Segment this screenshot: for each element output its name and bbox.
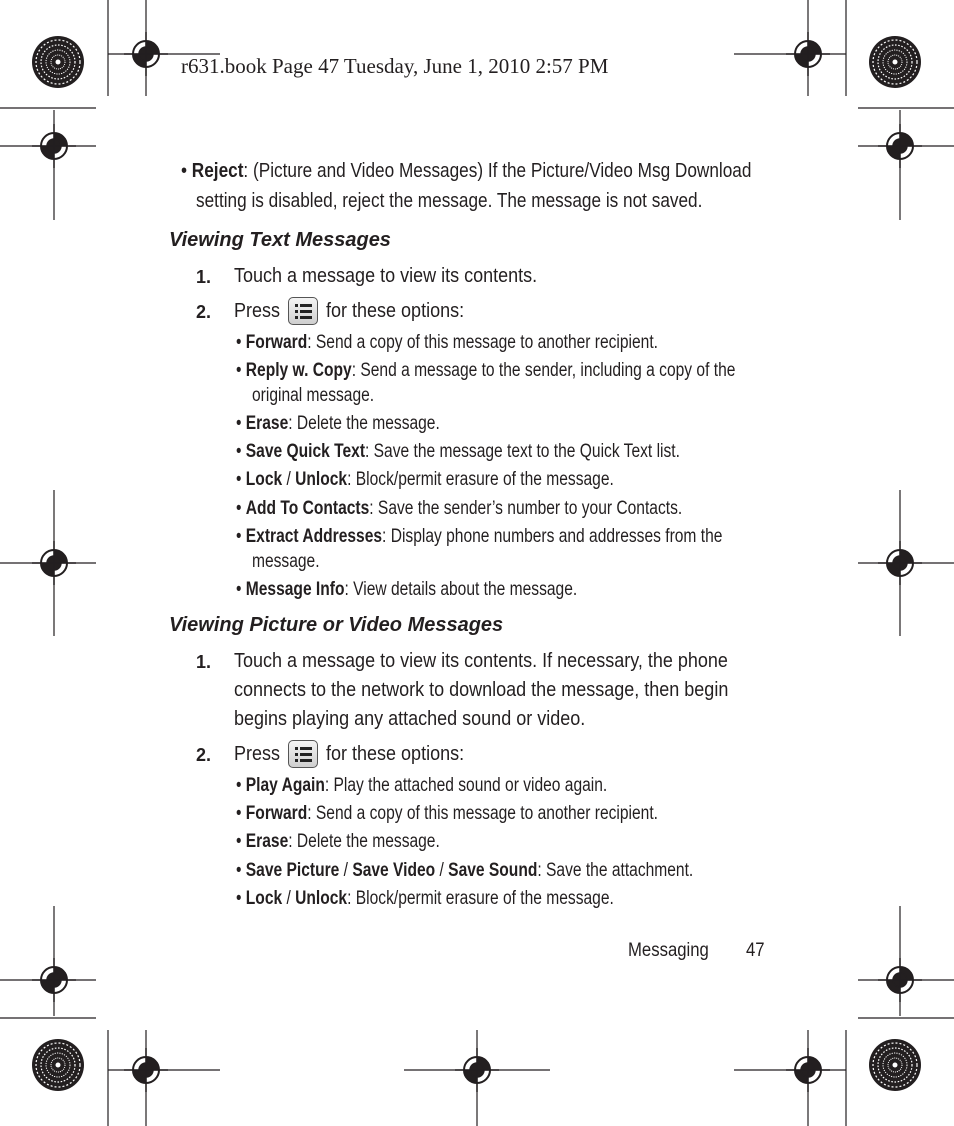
option-reply-with-copy: • Reply w. Copy: Send a message to the sender, including a copy of the [236,360,736,381]
option-lock-unlock: • Lock / Unlock: Block/permit erasure of the message. [236,888,614,909]
reject-desc: : (Picture and Video Messages) If the Picture/Video Msg Download [243,160,752,182]
option-save-quick-text: • Save Quick Text: Save the message text to the Quick Text list. [236,441,680,462]
step-text: Touch a message to view its contents. If necessary, the phone [234,650,728,672]
step-number: 1. [196,267,212,287]
step-text: connects to the network to download the message, then begin [234,679,729,701]
option-save-attachment: • Save Picture / Save Video / Save Sound: Save the attachment. [236,860,694,881]
step-number: 1. [196,652,212,672]
option-reply-continued: original message. [252,385,375,406]
section-heading-picture-video: Viewing Picture or Video Messages [169,614,504,636]
footer-section-name: Messaging [628,940,709,961]
menu-list-icon [288,740,318,768]
option-erase: • Erase: Delete the message. [236,831,440,852]
reject-desc-continued: setting is disabled, reject the message. The message is not saved. [196,190,703,212]
step-number: 2. [196,745,212,765]
step-text: for these options: [326,743,465,765]
option-extract-addresses: • Extract Addresses: Display phone numbers and addresses from the [236,526,723,547]
option-forward: • Forward: Send a copy of this message to another recipient. [236,332,659,353]
step-press: Press [234,743,281,765]
page-number: 47 [746,940,765,961]
step-press: Press [234,300,281,322]
menu-list-icon [288,297,318,325]
step-text: begins playing any attached sound or video. [234,708,586,730]
step-text: for these options: [326,300,465,322]
option-play-again: • Play Again: Play the attached sound or video again. [236,775,608,796]
option-lock-unlock: • Lock / Unlock: Block/permit erasure of the message. [236,469,614,490]
option-extract-continued: message. [252,551,320,572]
option-add-to-contacts: • Add To Contacts: Save the sender’s number to your Contacts. [236,498,683,519]
step-number: 2. [196,302,212,322]
reject-bullet: • Reject: (Picture and Video Messages) If the Picture/Video Msg Download [181,160,752,182]
step-text: Touch a message to view its contents. [234,265,538,287]
option-erase: • Erase: Delete the message. [236,413,440,434]
option-message-info: • Message Info: View details about the message. [236,579,578,600]
section-heading-text-messages: Viewing Text Messages [169,229,391,251]
print-slug: r631.book Page 47 Tuesday, June 1, 2010 2:57 PM [181,54,609,78]
reject-label: Reject [191,160,244,182]
option-forward: • Forward: Send a copy of this message to another recipient. [236,803,659,824]
